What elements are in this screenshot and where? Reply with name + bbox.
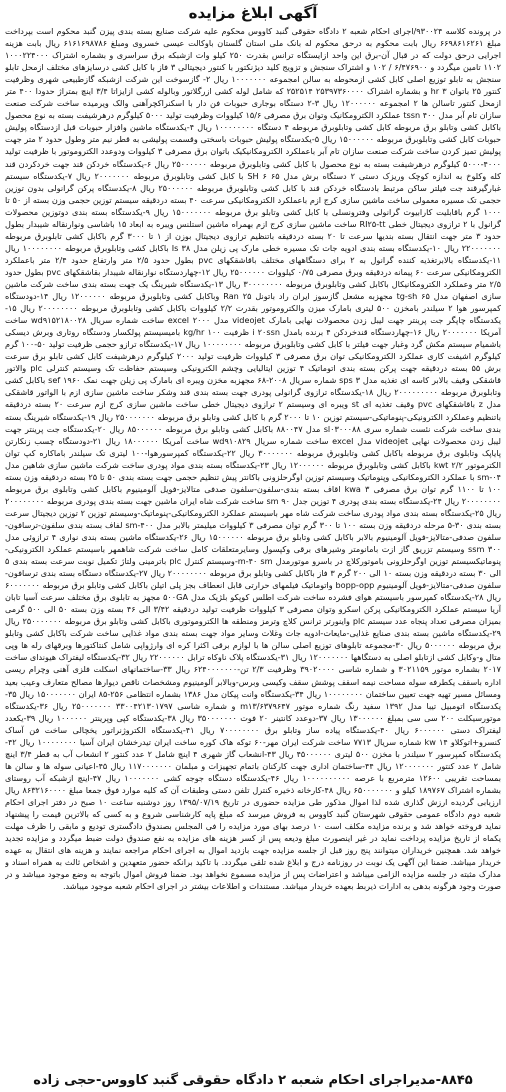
notice-footer-signature: ۸۸۴۵-مدیراجرای احکام شعبه ۲ دادگاه حقوقی گنبد کاووس-حجی زاده [33, 1073, 473, 1088]
notice-title: آگهی ابلاغ مزایده [188, 4, 318, 22]
notice-body: در پرونده کلاسه ۹۳۰۰۲۴/اجرای احکام شعبه ۲ دادگاه حقوقی گنبد کاووس محکوم علیه شرکت صنایع بسته بندی پیزن گنبد محکوم است بپرداخت مبلغ ۶۶۹۸۶۱۶۲۶۱ ریال بابت محکوم به درحق محکوم له بانک ملی استان گلستان باوکالت عیسی خسروی ومبلغ ۶۱۶۱۶۹۸۷۸۶ ریال بابت هزینه اجرایی درحق دولت که در قبال آن-برق این واحد ازایستگاه ترانس بقدرت ۲۵۰ کیلو وات ازشبکه برق سراسری و بشماره اشتراک ۱۰۰۰۲۲۴۰۰۰ ۱۱۰۲ تامین میگردد و ۶/۴۷۶۹۰۰ / ۱۰۲ و اشتراک سنجش و تزویج کلید دیژنکتور با کنتور دیجیتالی ۳ فاز با کابل کشی درسایزهای مختلف ازمحل تابلو سنجش به تابلو توزیع اصلی کابل کشی ازمحوطه به سالن امجموعه ۱۰۰۰۰۰۰۰ ریال ۲- گازسوخت این شرکت ازشبکه گازطبیعی شهری وظرفیت کنتور ۲۵ باتوان ۳ hr و بشماره اشتراک ۲۵۳۹۷۳۶۰۰۰۰ ۲۵۲۵۱۴ که شامل لوله کشی ازرگلاتور وبالوله کشی ازایزاتا ۳/۴ اینچ بمتراژ حدودا ۴۰۰ متر ازمحل کنتور تاسالن ها ۲ امجموعه ۱۲۰۰۰۰۰۰ ریال ۳-۲ دستگاه بوجاری حبوبات فن دار با اسکنراکچرآهنی والک ویرمیده ساخت شرکت صنعت سازان تام آبر مدل ۴۰۰ tssn عملکرد الکترومکانیک وتوان برق مصرفی ۱۵/۶ کیلووات وظرفیت تولید ۵۰۰۰ کیلوگرم درهرشیفت بسته به نوع محصول باکابل کشی وتابلو برق مربوطه کابل کشی وتابلوبرق مربوطه ۴ دستگاه ۱۰۰۰۰۰۰۰۰ ریال ۴-یکدستگاه ماشین وافزار حبوبات قبل ازدستگاه پولیش حبوبات کابل کشی وتابلوبرق مربوطه ۱۵۰۰۰۰۰۰ ریال ۵-یکدستگاه پولیش حبوبات باسختی وقسمت پولیشی به قطر نیم متر وطول حدود ۲ متر جهت پولیش تمیز کردن ساخت شرکت صنعت سازان تام آبر باعملکرد الکترومکانیکیک باتوان برق مصرفی ۳ کیلووات ودوعدد الکتروموتور با ظرفیت تولید ۴۰۰۰-۵۰۰۰ کیلوگرم درهرشیفت بسته به نوع محصول با کابل کشی وتابلوبرق مربوطه ۲۵۰۰۰۰۰۰ ریال ۶-یکدستگاه خردکن قند جهت خردکردن قند کله وکلوخ به اندازه کوچک وریزک دستی ۲ دستگاه برش مدل ۶۵ SH ۶ با کابل کشی وتابلوبرق مربوطه ۲۰۰۰۰۰۰۰ ریال ۷-یکدستگاه سیستم غبارگیرقند جت فیلتر ساکن مرتبط بادستگاه خردکن قند با کابل کشی وتابلوبرق مربوطه ۲۵۰۰۰۰۰۰ ریال ۸-یکدستگاه پرکن گرانولی بدون توزین حجمی تک مسیره معمولی ساخت ماشین سازی کرج ازم باعملکرد الکترومکانیکی سرعت ۴۰ بسته دردقیقه سیستم توزین حجمی وزن بسته از ۵۰ تا ۱۰۰۰ گرم باقابلیت کارابیوت گرانولی وفترونسلی با کابل کشی وتابلو برق مربوطه ۱۵۰۰۰۰۰۰۰ ریال ۹-یکدستگاه بسته بندی دوتوزین محصولات گرانول با ۲ ترازوی دیجیتال خطی RI۲۵-tt ساخت ماشین سازی کرج ازم بهمراه ماشین استلنس ویبره به ابعاد ۱۵ باشاسی ونوارنقاله شیبدار بطول حدود ۳ متر جهت انتقال بسته بندیها سرعت تا ۲۰ بسته دردقیقه باتنظیم ترازوی دیجیتال بوزن از ۱ تا ۳۰۰۰ گرم باکابل کشی تابلوبرق مربوطه ۲۲۰۰۰۰۰۰۰ ریال ۱۰-یکدستگاه بسته بندی ادویه جات تک مسیره خطی مارک پی زیلن مدل ۳۸ Is باکابل کشی وتابلوبرق مربوطه ۱۰۰۰۰۰۰۰۰ ریال ۱۱-یکدستگاه بالابرتغذیه کننده گرانول به ۲ برای دستگاههای مختلف باقاشقکهای pvc بطول حدود ۲/۵ متر وارتفاع حدود ۲/۴ متر باعملکرد الکترومکانیکی سرعت ۶۰ پیمانه دردقیقه وبرق مصرفی ۰/۷۵ کیلووات ۲۵۰۰۰۰۰۰ ریال ۱۲-چهاردستگاه نوارنقاله شیبدار بقاشقکهای pvc بطول حدود ۲/۵ متر وعملکرد الکترومکانیکال باکابل کشی وتابلوبرق مربوطه ۳۰۰۰۰۰۰۰۰ ریال ۱۳-یکدستگاه شیرینگ یک جهت بسته بندی ساخت شرکت ماشین سازی اصفهان مدل tg-sh ۶۵ مجهزبه مشعل گازسوز ایران راد باتونل ۲۵ Ran وباکابل کشی وتابلوبرق مربوطه ۱۲۰۰۰۰۰۰ ریال ۱۴-دودستگاه کمپرسور هوا ۲ سیلندر بامخزن ۵۰۰ لیتری بامارک میزن والکتروموتور بقدرت ۲/۲ کیلووات باکابل کشی وتابلوبرق مربوطه ۲۰۰۰۰۰۰۰۰ ریال ۱۵-یکدستگاه چاپگر جت پرینتر جهت لیبل زدن محصولات نهایی بامارک videojet مدل excel ۲۰۰۰ ساخت شماره سریال wd۹۱۵۲۱۸۰۰۲۸ ساخت آمریکا ۲۰۰۰۰۰۰۰ ریال ۱۶-چهاردستگاه قندخردکن ۴ برنده بامدل i ۲۰ssn ظرفیت ۱۰۰ kg/hr بامیسیستم پولکسار ودستگاه روتاری وبرش دیسکی باشمیام سیستم مکش گرد وغبار جهت فیلتر با کابل کشی وتابلوبرق مربوطه ۱۰۰۰۰۰۰۰۰ ریال ۱۷-یکدستگاه ترازو حجمی ظرفیت تولید ۵۰-۱۰۰ گرم کیلوگرم اشیفت کاری عملکرد الکترومکانیکی توان برق مصرفی ۳ کیلووات ظرفیت تولید ۲۰۰۰ کیلوگرم درهرشیفت کابل کشی تابلو برق سرعت برش ۵۵ بسته دردقیقه جهت پرکن بسته بندی اتوماتیک ۴ توزین ایتالیایی وچشم الکترونیکی وسیستم حفاظت تک وسیستم کنترلی plc والاتور قاشقکی وقیف بالابر کاسه ای تغذیه مدل ۳ sps شماره سریال ۲۰۰۸-۶۸ مجهزبه مخزن ویبره ای بامارک پی زیلن جهت نمک ۱۹۶۰ sef باکابل کشی وتابلوبرق مربوطه ۲۰۰۰۰۰۰۰۰۰ ریال ۱۸-یکدستگاه ترازوی گرانولی پودری جهت بسته بندی قند وشکر ساخت ماشین سازی ازم با الواتور قاشقکی مدل z باقاشقکهای pvc وقیف تغذیه ای st ویبره ای وسیستم ۲ ترازوی دیجیتال خطی ساخت ماشین سازی کرج ازم سرعت ۲۰ بسته دردقیقه باتنظیم وعملکرد الکترونیکی-پنوماتیکی-سیستم توزین ۱۰ تا ۲۰۰۰ گرم با کابل کشی وتابلو برق مربوطه ۲۵۰۰۰۰۰۰۰ ریال ۱۹-یکدستگاه شیرینگ بسته بندی ساخت شرکت نئست شماره سری sl۰۳۰۰۰۸۸ مدل ۸۸۰۰۴۷ باکابل کشی وتابلو برق مربوطه ۸۵۰۰۰۰۰۰ ریال ۲۰-یکدستگاه جت پرینتر جهت لیبل زدن محصولات نهایی videojet مدل excel ساخت شماره سریال wd۹۱۰۸۲۹ ساخت آمریکا ۱۸۰۰۰۰۰۰ ریال ۲۱-دودستگاه چسب زنکارتن پایاپک وتابلوی برق مربوطه باکابل کشی وتابلوبرق مربوطه ۳۰۰۰۰۰۰۰ ریال ۲۲-یکدستگاه کمپرسورهوا-۱۰۰ لیتری تک سیلندر باماکاره کپ توان الکترموتور ۲/۲ kwt باکابل کشی وتابلوبرق مربوطه ۱۲۰۰۰۰۰۰ ریال ۲۳-یکدستگاه بسته بندی مواد پودری ساخت شرکت ماشین سازی شاهین مدل sm-۰۴ با عملکرد الکترومکانیکی وپنوماتیک وسیستم توزین اوگرحلزونی باکانتر پیش تنظیم حجمی جهت بسته بندی ۵۰ تا ۲۵ بسته دردقیقه وزن بسته ۱۰۰ تا ۱۱۰۰ گرم توان برق مصرفی ۳ kwa اقاف بسته بندی-سلفون-سلفون صدفی متالایز-فویل آلومینیوم باکابل کشی وتابلوی برق مربوطه ۲۰۰۰۰۰۰۰۰ ریال ۲۴-یکدستگاه بسته بندی پودری ۴ توزین جدل ۹۰ sm ساخت شرکت شاه ایران ماشین جهت بسته بندی پودری مربوطه ۲۰۰۰۰۰۰۰۰ ریال ۲۵-یکدستگاه بسته بندی مواد پودری ساخت شرکت شاه مهر باسیستم عملکرد الکترومکانیکی-پنوماتیک-وسیستم توزین ۲ توزین دیجیتال سرعت بسته بندی ۳۰-۵ مرحله دردقیقه وزن بسته ۱۰۰ تا ۳۰۰ گرم توان مصرفی ۳ کیلووات میلیمتر بالابر مدل ۴۰۰-sm لفاف بسته بندی سلفون-ترسافون-سلفون صدفی-متالایز-فویل آلومینیوم بالابر باکابل کشی وتابلو برق مربوطه ۱۵۰۰۰۰۰۰ ریال ۲۶-یکدستگاه ماشین بسته بندی نواری ۴ ترازوئی مدل ssm ۳۰۰ وسیستم تزریق گاز ازت بامانومتر وشیرهای برقی وکپسول وسایرمتعلقات کامل ساخت شرکت شاهمهر باسیستم عملکرد الکترونیکی-پنوماتیکسیستم توزین اوگرحلزونی باموتورکلاچ در باسرو موتورمدل m-۴۰ sm-وسیستم کنترل plc باترمینی ولتاژ تکمیل نوبت سرعت بسته بندی ۵ الی ۳۰ بسته دردقیقه وزن بسته ۱۰ الی ۲۰۰ گرم ۳ فاز باکابل کشی وتابلو برق مربوطه ۲۰۰۰۰۰۰۰۰ ریال ۲۷-یکدستگاه دستگاه بسته بندی ترسافون-سلفون صدفی-متالایز-فویل آلومینیوم bopp-opp واتوماتیک فیلمهای حرارتی قابل انعطاف بجز پلی اتیلن باکابل کشی وتابلو برق مربوطه ۶۰۰۰۰۰۰۰ ریال ۲۸-یکدستگاه کمپرسور باسیستم هوای فشرده ساخت شرکت اطلس کوپکو بلژیک مدل ۵۰۰GA مجهز به تابلوی برق مختلف سرعت آسیا تابان آریا سیستم عملکرد الکترومکانیکی پرکن اسکرو وتوان مصرفی ۳ کیلووات ظرفیت تولید دردقیقه ۳/۴۲ الی ۴۶ بسته وزن بسته ۵۰ الی ۵۰۰ گرمی بمیزان مصرفی تعداد پنجاه عدد سیستم plc واینورتر ترانس کلاچ وترمز ومنطقه ها الکتروموتوری باکابل کشی وتابلو برق مربوطه ۲۵۰۰۰۰۰۰۰ ریال ۲۹-یکدستگاه ماشین بسته بندی صنایع غذایی-مایعات-ادویه جات وغلات وسایر مواد جهت بسته بندی مواد غذایی ساخت شرکت باکابل کشی وتابلو برق مربوطه ۵۰۰۰۰۰۰ ریال ۳۰-مجموعه تابلوهای توزیع اصلی سالن ها با لوازم برقی اکثرا کره ای وارژواپی شامل کنتاکتورها وبرقهای رله ها وپی متال و-وکابل کشی ازتابلو اصلی به دستگاهها ۱۲۰۰۰۰۰۰۰ ریال ۳۱-یکدستگاه پلاک ناوکاه ترابل ۲۲۰۰۰۰۰۰ ریال ۳۲-یکدستگاه لیفتراک هیوندای ساخت ۲۰۱۷ بشماره موتور ۳۰۲۱۱۵۹ و شماره شاسی ۳۹۰۲۰۰۰۰ وظرفیت ۲/۳ تن-۶۲۴۰۰۰۰۰۰۰ ریال ۳۳-ساختمانهای اسکلت فلزی آهنی وچرام ریسی اداره باسقف یکطرفه سوله مساحت نیمه اسقف پوشش سقف وکیسی وبرس-وبالابر آلومینیوم ومشخصات ناقص دیوارها مصالح متعارف وعیب بعید ومسائل مسیر تهیه جهت تعیین ساختمان ۱۰۰۰۰۰۰۰۰ ریال ۳۴-یکدستگاه وانت پیکان مدل ۱۳۸۶ بشماره انتظامی ۲۵۶-۸۵ ایران ۱۵۰۰۰۰۰۰۰ ریال ۳۵-یکدستگاه اتومبیل تیبا مدل ۱۳۹۲ سفید رنگ شماره موتور m۱۳/۶۳۷۹۶۴۷ و شماره شاسی ۳۳۰۰۴۲۱۳۰۱۷۹۷ ۲۵۰۰۰۰۰۰۰ ریال ۳۶-یکدستگاه موتورسیکلت ۲۰۰ سی سی بمبلغ ۱۳۰۰۰۰۰۰ ریال ۳۷-دوعدد کانتینر ۲۰ فوت ۳۵۰۰۰۰۰۰۰ ریال ۳۸-یکدستگاه کپی وپرینتر ۱۰۰۰۰۰۰ ریال ۳۹-یکعدد لیفتراک دستی ۶۰۰۰۰۰۰ ریال ۴۰-یکدستگاه پیاده ساز وتابلو برق ۷۰۰۰۰۰۰۰۰ ریال ۴۱-یکدستگاه الکتروژنراتور یخچالی ساخت فن آساک کنسرو+اتوکلاو ۱۴ kw شماره سریال ۷۷۱۳ ساخت شرکت ایران مهر-۶۰ توکه هاک کوره ساخت ایران تیدرخشان ایران آسیا ۱۰۰۰۰۰۰۰۰ ریال ۴۲-یکدستگاه کمپرسور ۲ سیلندر با مخزن ۵۰۰ لیتری ۴۵۰۰۰۰۰۰ ریال ۴۳-انشعاب گاز شهری ۴ اینچ شامل ۲ عدد کنتور ۲ انشعاب آب به قطر ۳/۴ اینچ شامل ۲ عدد کنتور ۱۲۰۰۰۰۰۰۰ ریال ۴۴-ساختمان اداری جهت کارکنان باتمام تجهیزات و مبلمان ۱۱۷۰۰۰۰۰۰۰ ریال ۴۵-اعیانی سوله ها و سالن ها بمساحت تقریبی ۱۲۶۰۰ مترمربع با عرصه ۱۰۰۰۰۰۰۰۰۰۰ ریال ۴۶-یکدستگاه دستگاه جوجه کشی ۱۰۰۰۰۰۰۰ ریال ۴۷-اینچ ازشبکه آب روستای بشماره اشتراک ۱۸۹۷۶۷ کیلو و ۶۵۰۰۰۰۰۰۰ ریال ۴۸-کارخانه ذخیره کنترل تلفن دستی وطبقات آن که کلیه موارد فوق جمعا مبلغ ۸۶۳۲۱۶۰۰۰۰ ریال ارزیابی گردیده ارزش گذاری شده لذا اموال مذکور طی مزایده حضوری در تاریخ ۱۳۹۵/۰۷/۱۹ روز دوشنبه ساعت ۱۰ صبح در دفتر اجرای احکام شعبه دوم دادگاه عمومی حقوقی شهرستان گنبد کاووس به فروش میرسد که مبلغ پایه کارشناسی شروع و به کسی که بالاترین قیمت را پیشنهاد نماید فروخته خواهد شد و برنده مزایده مکلف است ۱۰ درصد بهای مورد مزایده را فی المجلس بصندوق دادگستری تودیع و مابقی را ظرف مهلت یکماه از تاریخ مزایده پرداخت نماید در غیر اینصورت مبلغ ودیعه پس از کسر هزینه های مزایده به نفع صندوق دولت ضبط میگردد و مزایده تجدید خواهد شد. همچنین خریداران میتوانند پنج روز قبل از جلسه مزایده جهت بازدید اموال به اجرای احکام مراجعه نمایند و هزینه های انتقال به عهده خریدار میباشد. ضمنا این آگهی یک نوبت در روزنامه درج و ابلاغ شده تلقی میگردد. با تاکید برانکه حضور متعهدین و اشخاص ثالث به همراه اسناد و مدارک مثبته در جلسه مزایده الزامی میباشد و اعتراضات پس از مزایده مسموع نخواهد بود. ضمنا فروش اموال باتوجه به وضع موجود میباشد و در صورت وجود هرگونه بدهی به ادارات ذیربط بعهده خریدار میباشد. مستندات و اطلاعات بیشتر در اجرای احکام شعبه موجود میباشد. [5, 26, 501, 892]
